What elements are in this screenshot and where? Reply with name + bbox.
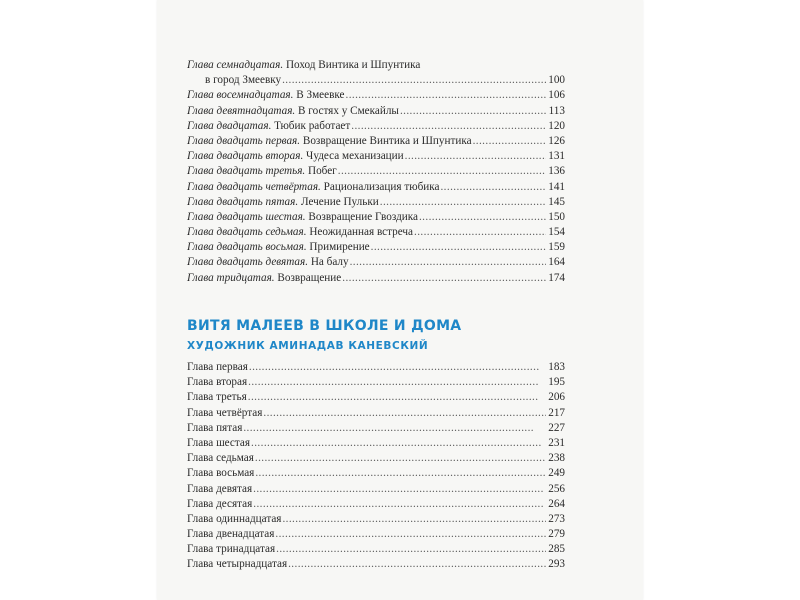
toc-entry: [187, 375, 565, 390]
chapter-label: Глава третья: [187, 391, 247, 404]
dot-leader: [253, 482, 546, 497]
page-number: 174: [548, 271, 565, 284]
dot-leader: [263, 406, 546, 421]
chapter-label: Глава пятая: [187, 421, 243, 434]
chapter-number: Глава тридцатая.: [187, 271, 275, 284]
chapter-title: Возвращение Гвоздика: [308, 210, 418, 223]
chapter-title: Поход Винтика и Шпунтика: [285, 59, 421, 71]
page-number: 145: [548, 195, 565, 208]
dot-leader: [440, 180, 546, 195]
toc-entry: [187, 225, 565, 240]
page-number: 154: [548, 226, 565, 239]
toc-entry: [187, 164, 565, 179]
toc-entry: [187, 134, 565, 149]
dot-leader: [243, 421, 546, 436]
chapter-number: Глава двадцать пятая.: [187, 195, 299, 208]
page-number: 195: [548, 376, 565, 389]
toc-entry: [187, 360, 565, 375]
dot-leader: [350, 255, 546, 270]
chapter-title-continued: в город Змеевку: [205, 74, 282, 87]
dot-leader: [249, 360, 546, 375]
page-number: 150: [548, 210, 565, 223]
toc-entry: [187, 390, 565, 405]
dot-leader: [346, 88, 546, 103]
dot-leader: [419, 210, 546, 225]
toc-part-1: [187, 58, 565, 286]
page-number: 227: [548, 421, 565, 434]
dot-leader: [253, 497, 546, 512]
toc-entry: [187, 451, 565, 466]
chapter-title: На балу: [310, 256, 349, 269]
toc-entry: [187, 149, 565, 164]
dot-leader: [276, 542, 546, 557]
chapter-label: Глава одиннадцатая: [187, 512, 282, 525]
chapter-title: Побег: [308, 165, 337, 178]
chapter-number: Глава двадцать шестая.: [187, 210, 306, 223]
chapter-label: Глава двенадцатая: [187, 528, 275, 541]
dot-leader: [371, 240, 546, 255]
page-number: 249: [548, 467, 565, 480]
toc-entry: [187, 58, 565, 73]
dot-leader: [338, 164, 546, 179]
chapter-title: В гостях у Смекайлы: [298, 104, 399, 117]
chapter-label: Глава четвёртая: [187, 406, 263, 419]
page-number: 293: [548, 558, 565, 571]
page-number: 206: [548, 391, 565, 404]
chapter-label: Глава седьмая: [187, 452, 254, 465]
chapter-label: Глава девятая: [187, 482, 253, 495]
chapter-number: Глава двадцать седьмая.: [187, 226, 307, 239]
chapter-label: Глава первая: [187, 361, 248, 373]
chapter-number: Глава двадцать вторая.: [187, 150, 304, 163]
chapter-number: Глава двадцать третья.: [187, 165, 306, 178]
dot-leader: [255, 466, 546, 481]
chapter-number: Глава двадцать восьмая.: [187, 241, 307, 254]
page-number: 126: [548, 134, 565, 147]
page-number: 120: [548, 119, 565, 132]
chapter-number: Глава девятнадцатая.: [187, 104, 296, 117]
chapter-label: Глава восьмая: [187, 467, 255, 480]
toc-entry: [187, 527, 565, 542]
chapter-title: Тюбик работает: [274, 119, 351, 132]
page-number: 131: [548, 150, 565, 163]
chapter-title: В Змеевке: [296, 89, 345, 102]
toc-entry: [187, 104, 565, 119]
page-number: 285: [548, 543, 565, 556]
toc-entry: [187, 88, 565, 103]
dot-leader: [288, 557, 546, 572]
dot-leader: [351, 119, 546, 134]
chapter-title: Рационализация тюбика: [323, 180, 440, 193]
page-number: 113: [548, 104, 565, 117]
chapter-number: Глава восемнадцатая.: [187, 89, 294, 102]
toc-entry: [187, 542, 565, 557]
dot-leader: [248, 390, 546, 405]
toc-entry: [187, 119, 565, 134]
chapter-label: Глава десятая: [187, 497, 253, 510]
page-number: 100: [548, 74, 565, 87]
page-number: 164: [548, 256, 565, 269]
dot-leader: [473, 134, 546, 149]
page-number: 279: [548, 528, 565, 541]
dot-leader: [414, 225, 546, 240]
toc-entry: [187, 557, 565, 572]
toc-entry: [187, 512, 565, 527]
page-number: 159: [548, 241, 565, 254]
page-number: 136: [548, 165, 565, 178]
toc-entry: [187, 497, 565, 512]
chapter-number: Глава двадцать первая.: [187, 134, 301, 147]
section-illustrator: ХУДОЖНИК АМИНАДАВ КАНЕВСКИЙ: [187, 340, 429, 352]
toc-entry: [187, 195, 565, 210]
page-number: 217: [548, 406, 565, 419]
chapter-label: Глава четырнадцатая: [187, 558, 288, 571]
toc-entry: [187, 406, 565, 421]
dot-leader: [405, 149, 546, 164]
dot-leader: [342, 271, 546, 286]
dot-leader: [255, 451, 546, 466]
toc-entry: [187, 436, 565, 451]
chapter-label: Глава шестая: [187, 436, 251, 449]
chapter-number: Глава двадцать девятая.: [187, 256, 309, 269]
dot-leader: [400, 104, 546, 119]
chapter-title: Возвращение: [277, 271, 342, 284]
chapter-title: Примирение: [309, 241, 370, 254]
toc-entry: [187, 466, 565, 481]
toc-entry: [187, 421, 565, 436]
chapter-number: Глава двадцать четвёртая.: [187, 180, 321, 193]
page-number: 238: [548, 452, 565, 465]
page-number: 273: [548, 512, 565, 525]
dot-leader: [380, 195, 546, 210]
toc-entry: [187, 240, 565, 255]
dot-leader: [282, 73, 546, 88]
page-number: 256: [548, 482, 565, 495]
section-title: ВИТЯ МАЛЕЕВ В ШКОЛЕ И ДОМА: [187, 318, 462, 334]
page-number: 264: [548, 497, 565, 510]
page-number: 106: [548, 89, 565, 102]
toc-entry-continuation: [187, 73, 565, 88]
dot-leader: [248, 375, 546, 390]
chapter-label: Глава вторая: [187, 376, 248, 389]
dot-leader: [282, 512, 546, 527]
chapter-title: Лечение Пульки: [300, 195, 379, 208]
chapter-number: Глава семнадцатая.: [187, 59, 284, 71]
toc-entry: [187, 255, 565, 270]
page-number: 183: [548, 361, 565, 373]
chapter-title: Возвращение Винтика и Шпунтика: [302, 134, 472, 147]
page-number: 141: [548, 180, 565, 193]
chapter-title: Неожиданная встреча: [309, 226, 414, 239]
chapter-label: Глава тринадцатая: [187, 543, 276, 556]
dot-leader: [275, 527, 546, 542]
toc-entry: [187, 482, 565, 497]
page-number: 231: [548, 436, 565, 449]
dot-leader: [251, 436, 546, 451]
chapter-title: Чудеса механизации: [306, 150, 404, 163]
toc-entry: [187, 210, 565, 225]
toc-entry: [187, 271, 565, 286]
toc-part-2: [187, 360, 565, 573]
chapter-number: Глава двадцатая.: [187, 119, 272, 132]
toc-entry: [187, 180, 565, 195]
